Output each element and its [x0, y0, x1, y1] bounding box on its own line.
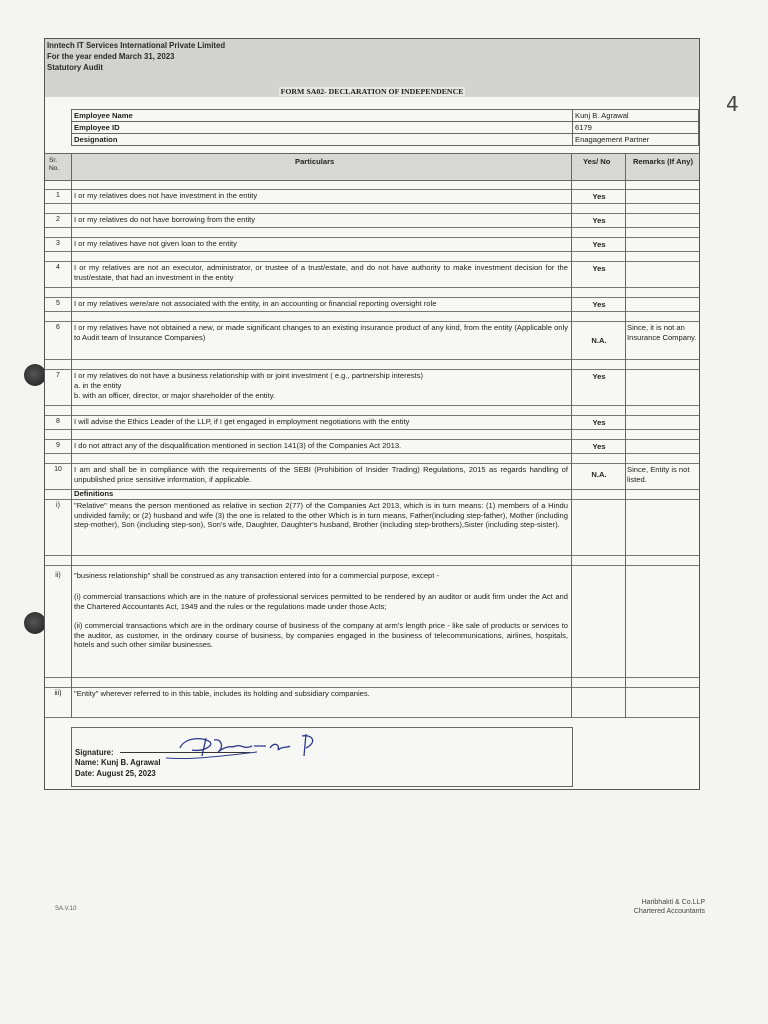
- definition-number: ii): [55, 572, 61, 579]
- row-answer: N.A.: [591, 470, 607, 479]
- row-number: 2: [56, 216, 60, 223]
- employee-name-row: [71, 109, 699, 121]
- table-header: [45, 153, 699, 181]
- employee-details: [71, 109, 699, 147]
- col-remarks: Remarks (If Any): [632, 157, 694, 166]
- row-text: I do not attract any of the disqualification mentioned in section 141(3) of the Companies Act 2013.: [74, 441, 402, 450]
- punch-hole-bottom: [24, 612, 46, 634]
- form-header: [45, 39, 699, 97]
- row-answer: Yes: [592, 264, 606, 273]
- row-answer: Yes: [592, 372, 606, 381]
- row-number: 7: [56, 372, 60, 379]
- employee-name-label: Employee Name: [74, 111, 133, 120]
- row-text: I or my relatives do not have a business relationship with or joint investment ( e.g., partnership interests): [74, 371, 424, 380]
- row-number: 5: [56, 300, 60, 307]
- row-number: 1: [56, 192, 60, 199]
- col-divider: [571, 153, 572, 718]
- designation-label: Designation: [74, 135, 118, 144]
- handwritten-signature: [162, 730, 332, 764]
- table-row: [45, 189, 699, 204]
- col-yes-no: Yes/ No: [583, 157, 611, 166]
- definition-business-relationship: "business relationship" shall be construed as any transaction entered into for a commercial purpose, except -: [74, 571, 440, 580]
- punch-hole-top: [24, 364, 46, 386]
- row-number: 9: [56, 442, 60, 449]
- definition-entity: "Entity" wherever referred to in this table, includes its holding and subsidiary companies.: [74, 689, 370, 698]
- row-text: I or my relatives have not given loan to the entity: [74, 239, 237, 248]
- row-text: I or my relatives are not an executor, administrator, or trustee of a trust/estate, and do not have authority to make investment decision for the trust/estate, that had an investment in the entity: [74, 263, 568, 282]
- employee-id-row: [71, 121, 699, 133]
- designation-value: Enagagement Partner: [572, 134, 699, 146]
- row-number: 4: [56, 264, 60, 271]
- declaration-form: [44, 38, 700, 790]
- row-number: 6: [56, 324, 60, 331]
- employee-name-value: Kunj B. Agrawal: [572, 110, 699, 122]
- table-row: [45, 321, 699, 360]
- table-row: [45, 213, 699, 228]
- table-row: [45, 297, 699, 312]
- declaration-table: [45, 153, 699, 718]
- signer-name: Name: Kunj B. Agrawal: [75, 758, 161, 767]
- signature-date: Date: August 25, 2023: [75, 769, 156, 778]
- definition-exception-1: (i) commercial transactions which are in the nature of professional services permitted to be rendered by an auditor or audit firm under the Act and the Chartered Accountants Act, 1949 and the rules or the regulations made under those Acts;: [74, 592, 568, 611]
- definition-number: i): [56, 502, 60, 509]
- table-row: [45, 237, 699, 252]
- table-row: [45, 261, 699, 288]
- firm-footer: [610, 898, 705, 916]
- table-row: [45, 439, 699, 454]
- designation-row: [71, 133, 699, 146]
- row-remarks: Since, Entity is not listed.: [627, 465, 690, 484]
- row-answer: Yes: [592, 442, 606, 451]
- firm-name: Haribhakti & Co.LLP: [641, 899, 705, 906]
- definitions-heading: Definitions: [74, 489, 114, 498]
- col-sr: Sr. No.: [49, 157, 60, 172]
- definition-exception-2: (ii) commercial transactions which are in the ordinary course of business of the company at arm's length price - like sale of products or services to the auditor, as customer, in the ordinary course of business, by companies engaged in the business of telecommunications, airlines, hospitals, hotels and such other similar businesses.: [74, 621, 568, 650]
- col-particulars: Particulars: [295, 157, 335, 166]
- row-text: I or my relatives does not have investment in the entity: [74, 191, 258, 200]
- definition-relative: "Relative" means the person mentioned as relative in section 2(77) of the Companies Act 2013, which is in turn means: (1) members of a Hindu undivided family; or (2) husband and wife (3) the one is related to the other Which is in turn means, Father(including step-father), Mother (including step-mother), Son (including step-son), Son's wife, Daughter, Daughter's husband, Brother (including step-brothers),Sister (including step-sister).: [74, 501, 568, 530]
- employee-id-label: Employee ID: [74, 123, 120, 132]
- row-text: I or my relatives were/are not associated with the entity, in an accounting or financial reporting oversight role: [74, 299, 437, 308]
- employee-id-value: 6179: [572, 122, 699, 134]
- form-title: FORM SA02- DECLARATION OF INDEPENDENCE: [280, 87, 464, 96]
- row-remarks: Since, it is not an Insurance Company.: [627, 323, 697, 342]
- signature-label: Signature:: [75, 748, 114, 757]
- row-subitem-b: b. with an officer, director, or major shareholder of the entity.: [74, 391, 276, 400]
- row-answer: Yes: [592, 192, 606, 201]
- row-text: I or my relatives do not have borrowing from the entity: [74, 215, 256, 224]
- row-text: I am and shall be in compliance with the requirements of the SEBI (Prohibition of Insider Trading) Regulations, 2015 as regards handling of unpublished price sensitive information, if applicable.: [74, 465, 568, 484]
- audit-type: Statutory Audit: [47, 63, 104, 72]
- row-subitem-a: a. in the entity: [74, 381, 122, 390]
- signature-block: [71, 727, 573, 787]
- firm-subtitle: Chartered Accountants: [633, 908, 705, 915]
- definition-row: [45, 687, 699, 718]
- definition-row: [45, 565, 699, 678]
- period: For the year ended March 31, 2023: [47, 52, 175, 61]
- row-text: I or my relatives have not obtained a new, or made significant changes to an existing insurance product of any kind, from the entity (Applicable only to Audit team of Insurance Companies): [74, 323, 568, 342]
- table-row: [45, 415, 699, 430]
- table-row: [45, 369, 699, 406]
- handwritten-page-number: 4: [726, 92, 739, 116]
- col-divider: [71, 153, 72, 718]
- row-answer: Yes: [592, 300, 606, 309]
- row-answer: N.A.: [591, 336, 607, 345]
- row-text: I will advise the Ethics Leader of the LLP, if I get engaged in employment negotiations with the entity: [74, 417, 410, 426]
- row-number: 8: [56, 418, 60, 425]
- table-row: [45, 463, 699, 490]
- row-answer: Yes: [592, 216, 606, 225]
- row-number: 3: [56, 240, 60, 247]
- col-divider: [625, 153, 626, 718]
- company-name: Inntech IT Services International Private Limited: [47, 41, 226, 50]
- row-number: 10: [54, 466, 62, 473]
- definition-row: [45, 499, 699, 556]
- definition-number: iii): [54, 690, 62, 697]
- form-version: SA.V.10: [55, 906, 77, 912]
- row-answer: Yes: [592, 418, 606, 427]
- row-answer: Yes: [592, 240, 606, 249]
